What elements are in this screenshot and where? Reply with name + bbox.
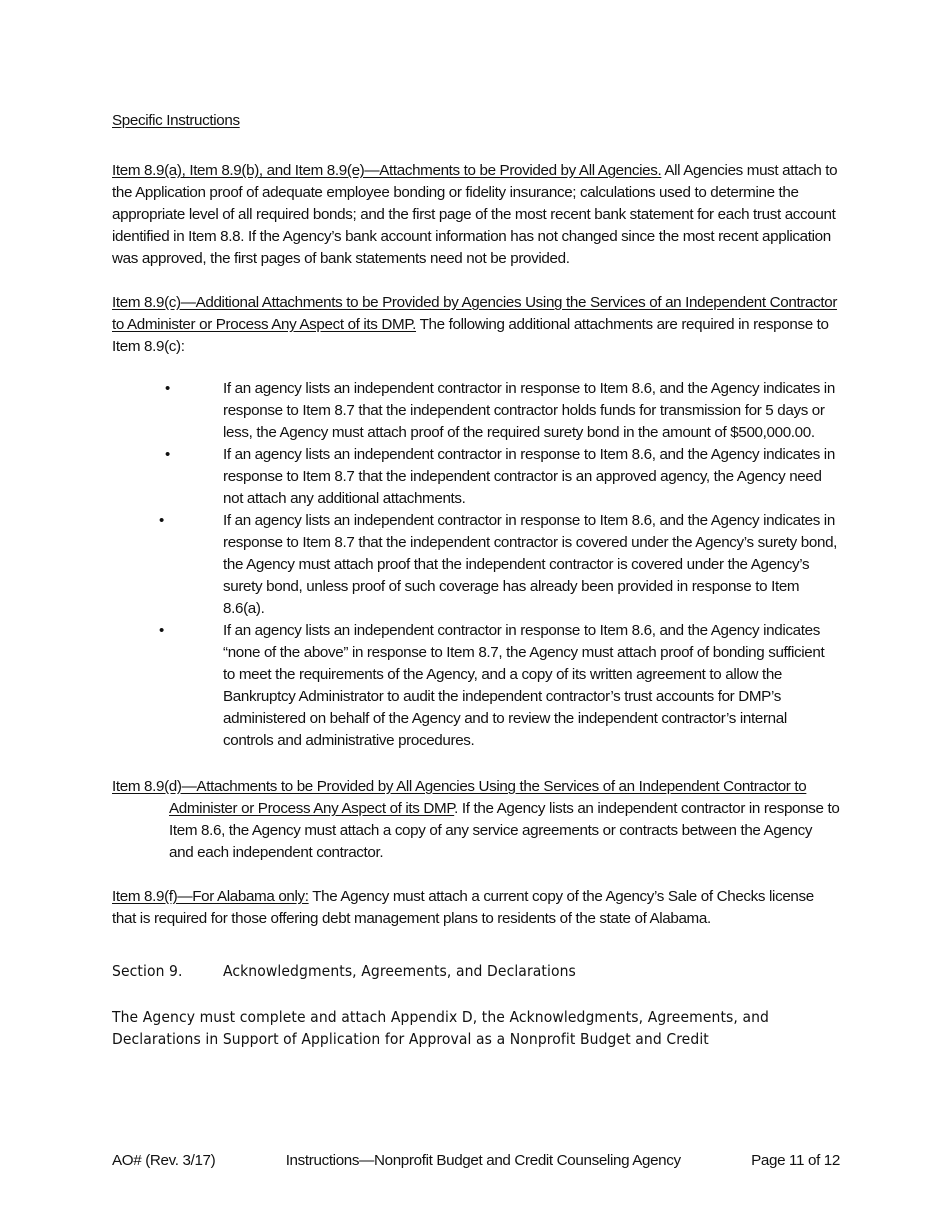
bullet-list	[112, 378, 840, 752]
bullet-icon: •	[159, 512, 164, 529]
paragraph-title: Item 8.9(c)—Additional Attachments to be Provided by Agencies Using the Services of an Independent Contractor to Administer or Process Any Aspect of its DMP.	[112, 294, 838, 333]
paragraph-8-9-d	[112, 776, 840, 864]
section-title: Acknowledgments, Agreements, and Declarations	[223, 962, 576, 980]
page-footer	[112, 1150, 840, 1172]
paragraph-text: . If the Agency lists an independent contractor in response to Item 8.6, the Agency must attach a copy of any service agreements or contracts between the Agency and each independent contractor.	[169, 800, 840, 861]
footer-title: Instructions—Nonprofit Budget and Credit Counseling Agency	[285, 1152, 681, 1169]
section-number: Section 9.	[112, 962, 183, 980]
list-item: • If an agency lists an independent contractor in response to Item 8.6, and the Agency indicates “none of the above” in response to Item 8.7, the Agency must attach proof of bonding sufficient to meet the requirements of the Agency, and a copy of its written agreement to allow the Bankruptcy Administrator to audit the independent contractor’s trust accounts for DMP’s administered on behalf of the Agency and to review the independent contractor’s internal controls and administrative procedures.	[159, 622, 825, 749]
footer-page-number: Page 11 of 12	[751, 1152, 840, 1169]
paragraph-title: Item 8.9(a), Item 8.9(b), and Item 8.9(e)—Attachments to be Provided by All Agencies.	[112, 162, 662, 179]
footer-form-number: AO# (Rev. 3/17)	[112, 1152, 216, 1169]
page-heading: Specific Instructions	[112, 112, 240, 129]
paragraph-8-9-a-b-e	[112, 160, 840, 270]
paragraph-text: The following additional attachments are required in response to Item 8.9(c):	[112, 316, 829, 355]
list-item: • If an agency lists an independent contractor in response to Item 8.6, and the Agency indicates in response to Item 8.7 that the independent contractor is covered under the Agency’s surety bond, the Agency must attach proof that the independent contractor is covered under the Agency’s surety bond, unless proof of such coverage has already been provided in response to Item 8.6(a).	[159, 512, 838, 617]
document-body	[112, 110, 840, 1050]
section-body: The Agency must complete and attach Appendix D, the Acknowledgments, Agreements, and Declarations in Support of Application for Approval as a Nonprofit Budget and Credit	[112, 1008, 769, 1048]
section-heading	[112, 960, 840, 982]
paragraph-title: Item 8.9(d)—Attachments to be Provided by All Agencies Using the Services of an Independent Contractor to Administer or Process Any Aspect of its DMP	[112, 778, 807, 817]
bullet-icon: •	[165, 380, 170, 397]
paragraph-text: All Agencies must attach to the Application proof of adequate employee bonding or fidelity insurance; calculations used to determine the appropriate level of all required bonds; and the first page of the most recent bank statement for each trust account identified in Item 8.8. If the Agency’s bank account information has not changed since the most recent application was approved, the first pages of bank statements need not be provided.	[112, 162, 838, 267]
list-item: • If an agency lists an independent contractor in response to Item 8.6, and the Agency indicates in response to Item 8.7 that the independent contractor holds funds for transmission for 5 days or less, the Agency must attach proof of the required surety bond in the amount of $500,000.00.	[165, 380, 835, 441]
paragraph-8-9-f	[112, 886, 840, 930]
paragraph-8-9-c	[112, 292, 840, 358]
paragraph-text: The Agency must attach a current copy of the Agency’s Sale of Checks license that is required for those offering debt management plans to residents of the state of Alabama.	[112, 888, 814, 927]
paragraph-title: Item 8.9(f)—For Alabama only:	[112, 888, 309, 905]
bullet-icon: •	[165, 446, 170, 463]
bullet-icon: •	[159, 622, 164, 639]
list-item: • If an agency lists an independent contractor in response to Item 8.6, and the Agency indicates in response to Item 8.7 that the independent contractor is an approved agency, the Agency need not attach any additional attachments.	[165, 446, 835, 507]
